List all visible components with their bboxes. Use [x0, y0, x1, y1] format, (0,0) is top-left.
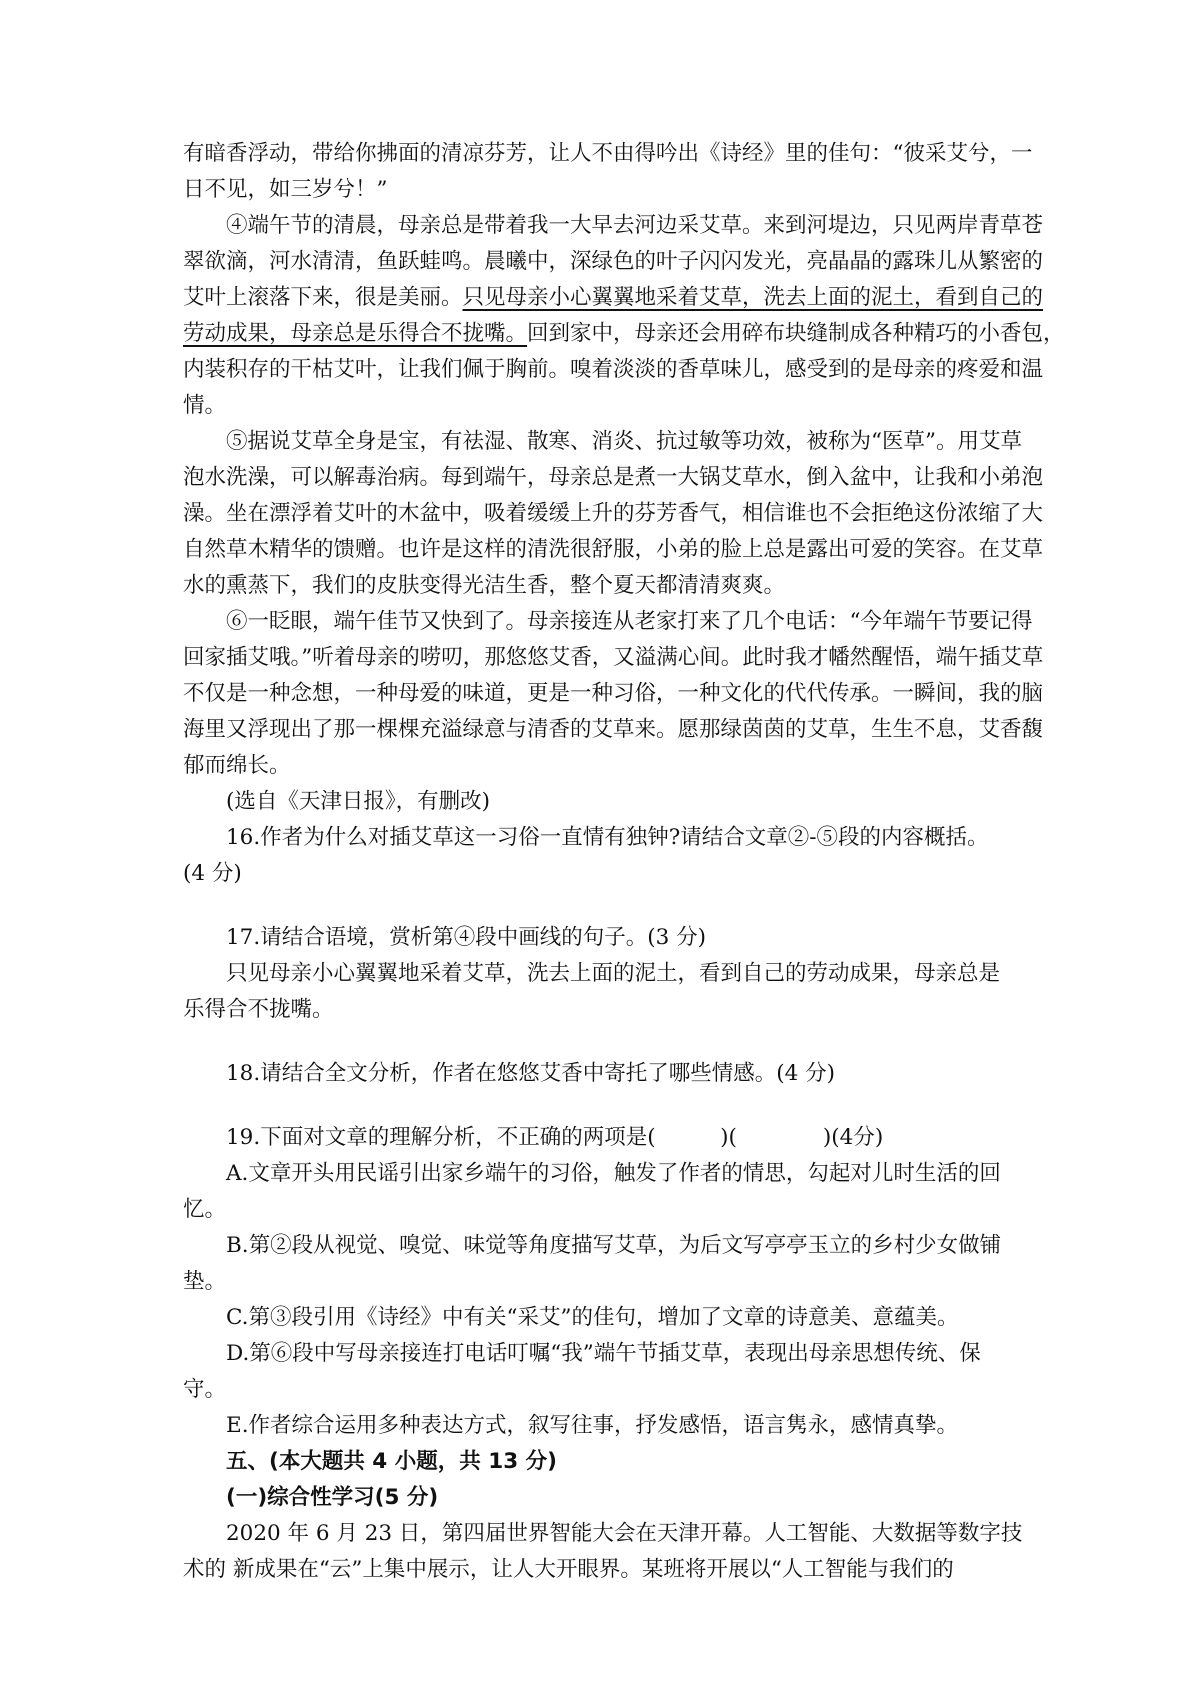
text-span: 艾叶上滚落下来，很是美丽。: [183, 285, 463, 310]
text-line: [183, 608, 1033, 644]
text-span: 不仅是一种念想，一种母爱的味道，更是一种习俗，一种文化的代代传承。一瞬间，我的脑: [183, 681, 1044, 706]
text-span: 守。: [183, 1377, 227, 1402]
text-span: 回家插艾哦。”听着母亲的唠叨，那悠悠艾香，又溢满心间。此时我才幡然醒悟，端午插艾草: [183, 645, 1044, 670]
text-span: 忆。: [183, 1197, 227, 1222]
text-span: E.作者综合运用多种表达方式，叙写往事，抒发感悟，语言隽永，感情真挚。: [226, 1413, 959, 1438]
text-span: 只见母亲小心翼翼地采着艾草，洗去上面的泥土，看到自己的劳动成果，母亲总是: [226, 961, 1001, 986]
text-span: 郁而绵长。: [183, 753, 291, 778]
text-span: 海里又浮现出了那一棵棵充溢绿意与清香的艾草来。愿那绿茵茵的艾草，生生不息，艾香馥: [183, 717, 1044, 742]
text-line: [183, 320, 1065, 356]
text-line: [183, 140, 1033, 176]
text-span: (4 分): [183, 861, 242, 886]
text-line: [183, 248, 1044, 284]
text-span: 翠欲滴，河水清清，鱼跃蛙鸣。晨曦中，深绿色的叶子闪闪发光，亮晶晶的露珠儿从繁密的: [183, 249, 1044, 274]
text-line: [183, 536, 1044, 572]
text-span: 水的熏蒸下，我们的皮肤变得光洁生香，整个夏天都清清爽爽。: [183, 573, 786, 598]
text-span: 有暗香浮动，带给你拂面的清凉芬芳，让人不由得吟出《诗经》里的佳句：“彼采艾兮，一: [183, 141, 1033, 166]
text-span: 19.下面对文章的理解分析，不正确的两项是( )( )(4分): [226, 1125, 884, 1150]
text-span: 泡水洗澡，可以解毒治病。每到端午，母亲总是煮一大锅艾草水，倒入盆中，让我和小弟泡: [183, 465, 1044, 490]
text-line: [183, 1556, 1033, 1592]
text-line: [183, 1448, 1033, 1484]
text-line: [183, 644, 1044, 680]
text-span: ④端午节的清晨，母亲总是带着我一大早去河边采艾草。来到河堤边，只见两岸青草苍: [226, 213, 1044, 238]
text-line: [183, 1124, 1033, 1160]
text-span: 2020 年 6 月 23 日，第四届世界智能大会在天津开幕。人工智能、大数据等数字技: [226, 1521, 1023, 1546]
text-span: 内装积存的干枯艾叶，让我们佩于胸前。嗅着淡淡的香草味儿，感受到的是母亲的疼爱和温: [183, 357, 1044, 382]
text-span: (选自《天津日报》，有删改): [226, 789, 491, 814]
text-line: [183, 1060, 1033, 1096]
text-span: 乐得合不拢嘴。: [183, 997, 334, 1022]
text-span: 日不见，如三岁兮！”: [183, 177, 388, 202]
text-line: [183, 1196, 1033, 1232]
text-span: 情。: [183, 393, 227, 418]
text-line: [183, 960, 1033, 996]
blank-line: [183, 1096, 1033, 1124]
text-line: [183, 1484, 1033, 1520]
text-line: [183, 680, 1044, 716]
text-span: 垫。: [183, 1269, 227, 1294]
text-line: [183, 996, 1033, 1032]
text-span: 自然草木精华的馈赠。也许是这样的清洗很舒服，小弟的脸上总是露出可爱的笑容。在艾草: [183, 537, 1044, 562]
text-line: [183, 392, 1033, 428]
text-line: [183, 428, 1033, 464]
text-line: [183, 1412, 1033, 1448]
blank-line: [183, 896, 1033, 924]
text-line: [183, 1268, 1033, 1304]
text-line: [183, 716, 1044, 752]
text-span: D.第⑥段中写母亲接连打电话叮嘱“我”端午节插艾草，表现出母亲思想传统、保: [226, 1341, 981, 1366]
text-line: [183, 752, 1033, 788]
text-line: [183, 500, 1044, 536]
text-span: C.第③段引用《诗经》中有关“采艾”的佳句，增加了文章的诗意美、意蕴美。: [226, 1305, 959, 1330]
underlined-sentence: 劳动成果，母亲总是乐得合不拢嘴。: [183, 321, 528, 346]
text-span: 澡。坐在漂浮着艾叶的木盆中，吸着缓缓上升的芬芳香气，相信谁也不会拒绝这份浓缩了大: [183, 501, 1044, 526]
text-line: [183, 1520, 1033, 1556]
text-span: B.第②段从视觉、嗅觉、味觉等角度描写艾草，为后文写亭亭玉立的乡村少女做铺: [226, 1233, 1002, 1258]
text-span: ⑤据说艾草全身是宝，有祛湿、散寒、消炎、抗过敏等功效，被称为“医草”。用艾草: [226, 429, 1022, 454]
document-body: [183, 140, 1065, 1592]
text-line: [183, 824, 1033, 860]
text-line: [183, 212, 1044, 248]
text-span: A.文章开头用民谣引出家乡端午的习俗，触发了作者的情思，勾起对儿时生活的回: [226, 1161, 1001, 1186]
text-line: [183, 176, 1033, 212]
text-span: 术的 新成果在“云”上集中展示，让人大开眼界。某班将开展以“人工智能与我们的: [183, 1557, 954, 1582]
text-line: [183, 1340, 1033, 1376]
text-span: 18.请结合全文分析，作者在悠悠艾香中寄托了哪些情感。(4 分): [226, 1061, 835, 1086]
text-line: [183, 1376, 1033, 1412]
text-line: [183, 1160, 1033, 1196]
underlined-sentence: 只见母亲小心翼翼地采着艾草，洗去上面的泥土，看到自己的: [462, 285, 1044, 310]
text-line: [183, 860, 1033, 896]
text-span: (一)综合性学习(5 分): [226, 1485, 439, 1510]
text-span: 17.请结合语境，赏析第④段中画线的句子。(3 分): [226, 925, 706, 950]
text-line: [183, 464, 1044, 500]
text-line: [183, 284, 1044, 320]
text-line: [183, 1304, 1033, 1340]
text-line: [183, 1232, 1033, 1268]
text-span: 16.作者为什么对插艾草这一习俗一直情有独钟?请结合文章②-⑤段的内容概括。: [226, 825, 989, 850]
blank-line: [183, 1032, 1033, 1060]
text-span: ⑥一眨眼，端午佳节又快到了。母亲接连从老家打来了几个电话：“今年端午节要记得: [226, 609, 1033, 634]
text-span: 回到家中，母亲还会用碎布块缝制成各种精巧的小香包，: [527, 321, 1065, 346]
text-line: [183, 924, 1033, 960]
text-line: [183, 356, 1044, 392]
text-line: [183, 572, 1033, 608]
text-line: [183, 788, 1033, 824]
text-span: 五、(本大题共 4 小题，共 13 分): [226, 1449, 557, 1474]
